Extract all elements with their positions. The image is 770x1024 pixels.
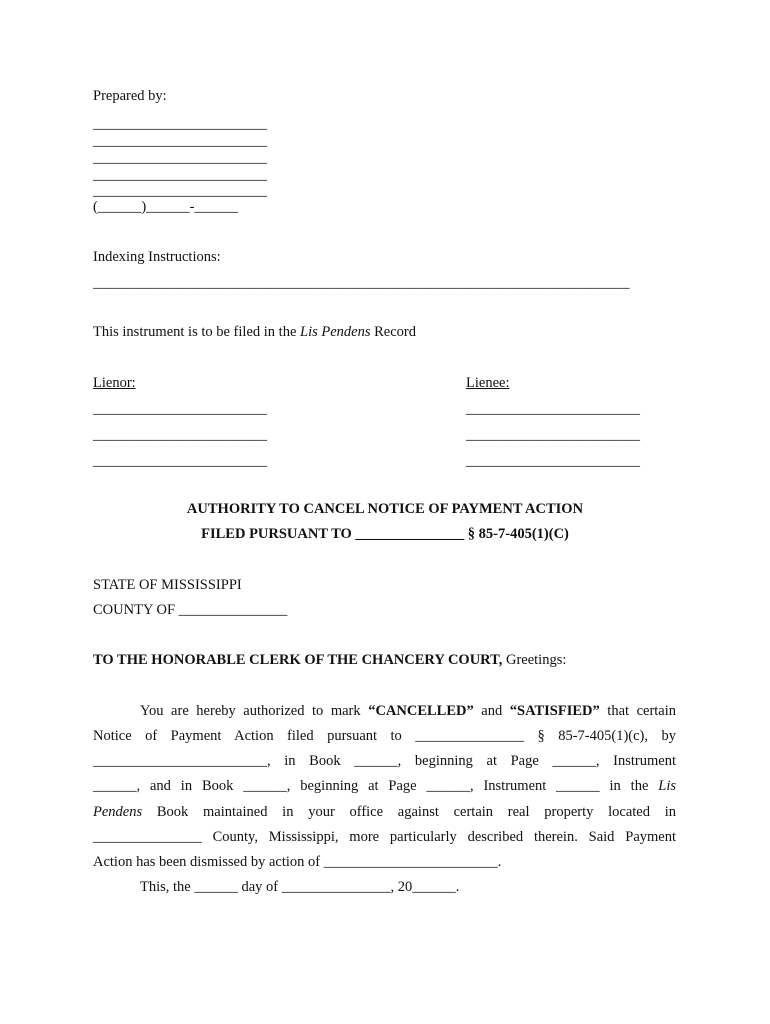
- salutation-greeting: Greetings:: [502, 652, 567, 668]
- body-line-3: ________________________, in Book ______, beginning at Page ______, Instrument: [93, 753, 676, 769]
- prepared-by-label: Prepared by:: [93, 88, 167, 104]
- body-line-4: [93, 778, 676, 795]
- lienor-line-2[interactable]: ________________________: [93, 427, 267, 443]
- body-line-4-a: ______, and in Book ______, beginning at Page ______, Instrument ______ in the: [93, 778, 659, 794]
- body-line-1-e: that certain: [599, 703, 677, 719]
- body-line-5-b: Book maintained in your office against certain real property located in: [142, 804, 676, 820]
- preparer-line-2[interactable]: ________________________: [93, 133, 267, 149]
- filing-note-italic: Lis Pendens: [300, 324, 371, 340]
- filing-note-after: Record: [370, 324, 416, 340]
- preparer-line-3[interactable]: ________________________: [93, 150, 267, 166]
- body-line-5-italic: Pendens: [93, 804, 143, 820]
- lienee-line-2[interactable]: ________________________: [466, 427, 640, 443]
- body-line-4-italic: Lis: [658, 778, 676, 794]
- document-title-line-1: AUTHORITY TO CANCEL NOTICE OF PAYMENT ACTION: [186, 501, 584, 517]
- lienee-line-1[interactable]: ________________________: [466, 401, 640, 417]
- document-title-line-2: FILED PURSUANT TO _______________ § 85-7-405(1)(C): [201, 526, 569, 542]
- indexing-label: Indexing Instructions:: [93, 249, 221, 265]
- body-line-1-a: You are hereby authorized to mark: [140, 703, 369, 719]
- body-line-1: [140, 703, 676, 720]
- salutation: [93, 652, 566, 669]
- county-line[interactable]: COUNTY OF _______________: [93, 602, 288, 618]
- salutation-addressee: TO THE HONORABLE CLERK OF THE CHANCERY COURT,: [93, 652, 503, 668]
- body-line-7: Action has been dismissed by action of ________________________.: [93, 854, 502, 870]
- lienee-label: Lienee:: [466, 375, 510, 391]
- lienor-line-1[interactable]: ________________________: [93, 401, 267, 417]
- lienor-label: Lienor:: [93, 375, 136, 391]
- satisfied-term: “SATISFIED”: [509, 703, 600, 719]
- lienee-line-3[interactable]: ________________________: [466, 453, 640, 469]
- filing-note: [93, 324, 416, 341]
- body-line-6: _______________ County, Mississippi, more particularly described therein. Said Payment: [93, 829, 676, 845]
- body-line-2: Notice of Payment Action filed pursuant to _______________ § 85-7-405(1)(c), by: [93, 728, 676, 744]
- preparer-line-1[interactable]: ________________________: [93, 116, 267, 132]
- cancelled-term: “CANCELLED”: [368, 703, 474, 719]
- filing-note-before: This instrument is to be filed in the: [93, 324, 301, 340]
- date-line: This, the ______ day of _______________, 20______.: [140, 879, 460, 895]
- state-line: STATE OF MISSISSIPPI: [93, 577, 242, 593]
- body-line-1-c: and: [473, 703, 510, 719]
- preparer-line-5[interactable]: ________________________: [93, 183, 267, 199]
- indexing-line[interactable]: __________________________________________________________________________: [93, 275, 630, 291]
- body-line-5: [93, 804, 676, 821]
- lienor-line-3[interactable]: ________________________: [93, 453, 267, 469]
- preparer-line-4[interactable]: ________________________: [93, 167, 267, 183]
- preparer-phone[interactable]: (______)______-______: [93, 199, 238, 215]
